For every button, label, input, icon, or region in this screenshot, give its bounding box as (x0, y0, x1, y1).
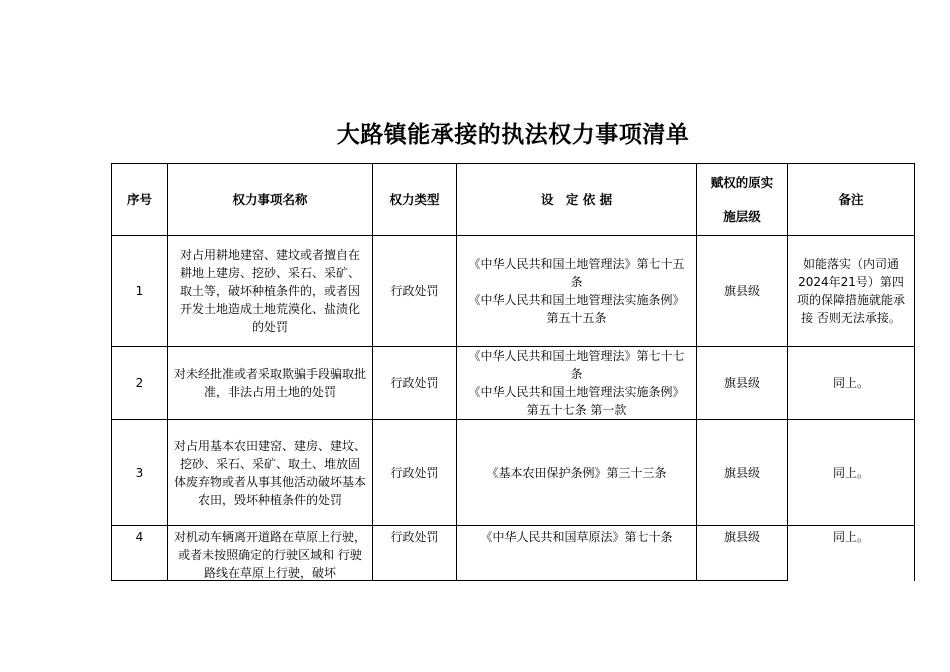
header-note: 备注 (788, 164, 915, 236)
cell-name: 对占用基本农田建窑、建房、建坟、 挖砂、采石、采矿、取土、堆放固 体废弃物或者从事其他活动破坏基本农田，毁坏种植条件的处罚 (168, 420, 373, 526)
document-title: 大路镇能承接的执法权力事项清单 (336, 122, 690, 148)
cell-grade: 旗县级 (697, 526, 788, 581)
cell-type: 行政处罚 (373, 236, 457, 347)
cell-type: 行政处罚 (373, 347, 457, 420)
basis-line-1: 《中华人民共和国土地管理法》第七十七条 (468, 349, 685, 381)
cell-basis: 《基本农田保护条例》第三十三条 (457, 420, 697, 526)
cell-note: 同上。 (788, 347, 915, 420)
cell-basis (457, 347, 697, 420)
cell-grade: 旗县级 (697, 347, 788, 420)
cell-note: 同上。 (788, 420, 915, 526)
cell-name-text: 对机动车辆离开道路在草原上行驶，或者未按照确定的行驶区域和 行驶路线在草原上行驶，破坏 (174, 530, 366, 580)
table-row (112, 420, 915, 526)
basis-line-1: 《中华人民共和国土地管理法》第七十五条 (468, 257, 685, 289)
basis-line-2: 《中华人民共和国土地管理法实施条例》第五十七条 第一款 (468, 385, 685, 417)
cell-grade: 旗县级 (697, 236, 788, 347)
header-grade-line1: 赋权的原实 (710, 174, 774, 190)
cell-type: 行政处罚 (373, 420, 457, 526)
cell-basis: 《中华人民共和国草原法》第七十条 (457, 526, 697, 581)
header-name: 权力事项名称 (168, 164, 373, 236)
cell-note: 同上。 (788, 526, 915, 581)
cell-note: 如能落实（内司通2024年21号）第四项的保障措施就能承接 否则无法承接。 (788, 236, 915, 347)
cell-no: 1 (112, 236, 168, 347)
table-row (112, 526, 915, 581)
cell-type: 行政处罚 (373, 526, 457, 581)
header-grade (697, 164, 788, 236)
cell-basis (457, 236, 697, 347)
cell-grade: 旗县级 (697, 420, 788, 526)
header-no: 序号 (112, 164, 168, 236)
cell-name: 对未经批准或者采取欺骗手段骗取批准，非法占用土地的处罚 (168, 347, 373, 420)
header-grade-line2: 施层级 (723, 208, 761, 224)
cell-no: 4 (112, 526, 168, 581)
table-row (112, 347, 915, 420)
table-row (112, 236, 915, 347)
cell-name: 对占用耕地建窑、建坟或者擅自在 耕地上建房、挖砂、采石、采矿、 取土等，破坏种植条件的，或者因 开发土地造成土地荒漠化、盐渍化 的处罚 (168, 236, 373, 347)
power-list-table (111, 163, 915, 581)
cell-no: 3 (112, 420, 168, 526)
cell-name (168, 526, 373, 581)
header-type: 权力类型 (373, 164, 457, 236)
basis-line-2: 《中华人民共和国土地管理法实施条例》第五十五条 (468, 293, 685, 325)
table-header-row (112, 164, 915, 236)
header-basis: 设 定 依 据 (457, 164, 697, 236)
cell-no: 2 (112, 347, 168, 420)
